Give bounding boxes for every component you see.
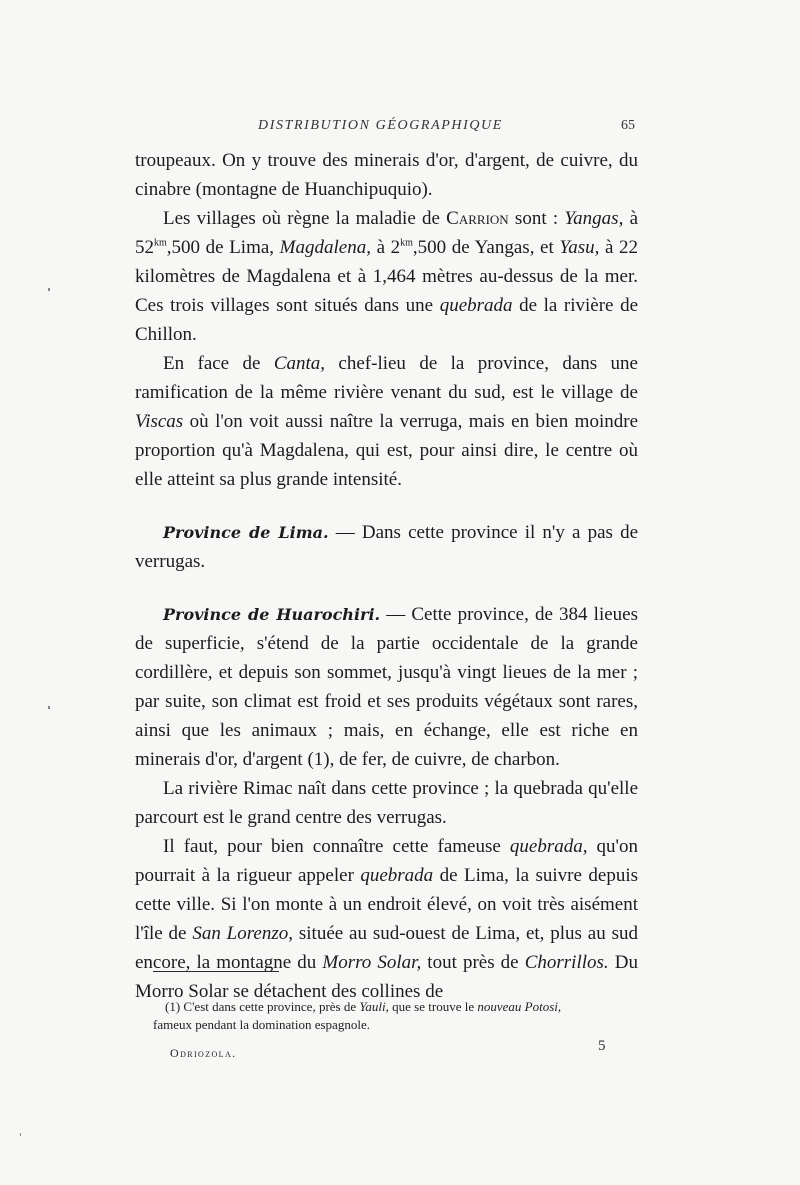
footnote-line: fameux pendant la domination espagnole.: [153, 1017, 370, 1032]
text-run: où l'on voit aussi naître la verruga, mais en bien moindre proportion qu'à Magdalena, qui est, pour ainsi dire, le centre où elle atteint sa plus grande intensité.: [135, 411, 638, 490]
page-number: 65: [621, 118, 635, 133]
text-run: sont :: [508, 208, 565, 229]
paragraph-2: [135, 204, 638, 349]
place-viscas: Viscas: [135, 411, 184, 432]
text-run: — Cette province, de 384 lieues de superficie, s'étend de la partie occidentale de la grande cordillère, et depuis son sommet, jusqu'à vingt lieues de la mer ; par suite, son climat est froid et ses produits végétaux sont rares, ainsi que les animaux ; mais, en échange, elle est riche en minerais d'or, d'argent (1), de fer, de cuivre, de charbon.: [135, 604, 638, 770]
running-head: [130, 118, 635, 138]
place-chorrillos: Chorrillos.: [524, 952, 609, 973]
place-nouveau-potosi: nouveau Potosi,: [477, 999, 562, 1014]
text-run: ,500 de Lima,: [166, 237, 280, 258]
text-run: Du Morro Solar se détachent des collines de: [135, 952, 638, 1002]
paragraph-7: [135, 832, 638, 1006]
text-run: à 22 kilomètres de Magdalena et à 1,464 mètres au-dessus de la mer. Ces trois villages sont situés dans une: [135, 237, 639, 316]
place-san-lorenzo: San Lorenzo,: [192, 923, 294, 944]
place-morro-solar: Morro Solar,: [322, 952, 422, 973]
text-run: — Dans cette province il n'y a pas de verrugas.: [135, 522, 638, 572]
paper-speck: [48, 706, 50, 709]
term-quebrada: quebrada,: [509, 836, 588, 857]
term-quebrada: quebrada: [360, 865, 434, 886]
running-head-title: DISTRIBUTION GÉOGRAPHIQUE: [258, 118, 503, 133]
text-run: de la rivière de Chillon.: [135, 295, 639, 345]
text-run: chef-lieu de la province, dans une ramification de la même rivière venant du sud, est le village de: [135, 353, 638, 403]
printer-signature: Odriozola.: [170, 1046, 237, 1060]
footnote-divider: [153, 971, 279, 972]
unit-km: km: [154, 237, 167, 249]
text-run: Les villages où règne la maladie de: [163, 208, 447, 229]
text-run: qu'on pourrait à la rigueur appeler: [135, 836, 638, 886]
place-yauli: Yauli,: [359, 999, 389, 1014]
section-heading: Province de Huarochiri.: [163, 605, 381, 624]
text-run: située au sud-ouest de Lima, et, plus au sud encore, la montagne du: [135, 923, 638, 973]
paper-speck: [20, 1133, 21, 1136]
paragraph-province-huarochiri: [135, 600, 638, 774]
paragraph-6: La rivière Rimac naît dans cette province ; la quebrada qu'elle parcourt est le grand centre des verrugas.: [135, 778, 638, 828]
text-run: (1) C'est dans cette province, près de: [165, 999, 360, 1014]
place-canta: Canta,: [273, 353, 326, 374]
body-text: [135, 146, 638, 1006]
term-quebrada: quebrada: [439, 295, 513, 316]
carrion-name: Carrion: [446, 208, 509, 229]
text-run: à 2: [370, 237, 401, 258]
text-run: de Lima, la suivre depuis cette ville. Si l'on monte à un endroit élevé, on voit très aisément l'île de: [135, 865, 639, 944]
footnote-line: [153, 998, 643, 1016]
text-run: ,500 de Yangas, et: [412, 237, 560, 258]
sheet-number: 5: [598, 1038, 606, 1054]
paragraph-1: troupeaux. On y trouve des minerais d'or, d'argent, de cuivre, du cinabre (montagne de Huanchipuquio).: [135, 150, 638, 200]
footnote: [153, 998, 643, 1034]
paragraph-province-lima: [135, 518, 638, 576]
section-heading: Province de Lima.: [163, 523, 329, 542]
text-run: En face de: [163, 353, 274, 374]
text-run: à 52: [135, 208, 638, 258]
place-yasu: Yasu,: [559, 237, 600, 258]
paper-speck: [48, 288, 50, 291]
place-magdalena: Magdalena,: [279, 237, 371, 258]
place-yangas: Yangas,: [564, 208, 624, 229]
text-run: que se trouve le: [388, 999, 478, 1014]
text-run: Il faut, pour bien connaître cette fameuse: [163, 836, 510, 857]
text-run: tout près de: [421, 952, 525, 973]
paragraph-3: [135, 349, 638, 494]
unit-km: km: [400, 237, 413, 249]
